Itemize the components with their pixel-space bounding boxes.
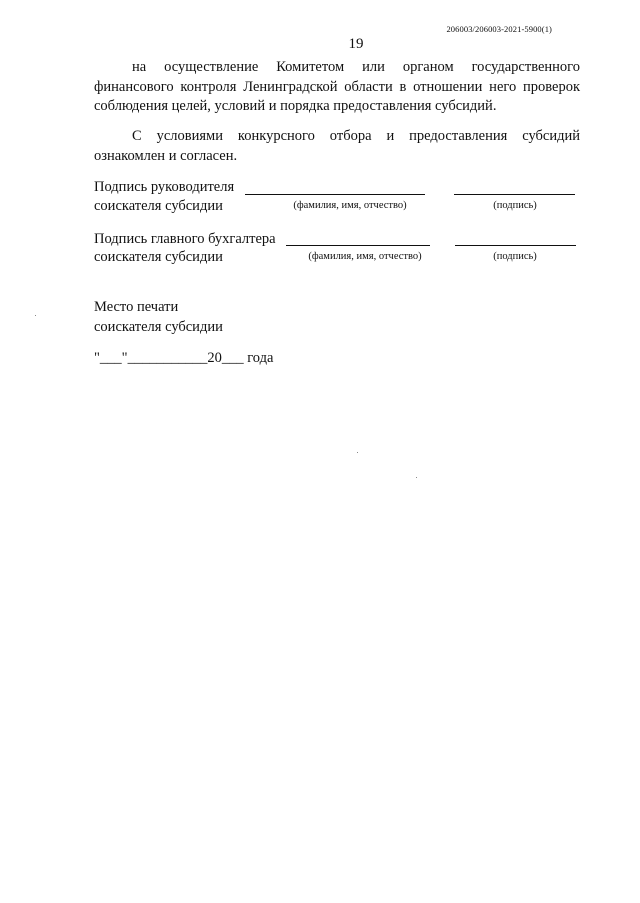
- stamp-place: [94, 298, 223, 337]
- head-name-hint: (фамилия, имя, отчество): [293, 200, 407, 211]
- stamp-label-1: Место печати: [94, 299, 179, 315]
- head-sign-hint: (подпись): [493, 200, 537, 211]
- paragraph-agreement: С условиями конкурсного отбора и предоставления субсидий ознакомлен и согласен.: [94, 128, 580, 164]
- accountant-signature-line[interactable]: [455, 245, 576, 246]
- stamp-label-2: соискателя субсидии: [94, 318, 223, 335]
- page-number: 19: [348, 36, 364, 52]
- accountant-signature-label-1: Подпись главного бухгалтера: [94, 231, 276, 247]
- accountant-sign-hint: (подпись): [493, 251, 537, 262]
- head-signature-line[interactable]: [454, 194, 575, 195]
- accountant-name-line[interactable]: [286, 245, 430, 246]
- scan-speck: [416, 477, 417, 478]
- accountant-signature-label-2: соискателя субсидии: [94, 249, 223, 265]
- scan-speck: [35, 315, 36, 316]
- head-signature-label-2: соискателя субсидии: [94, 198, 223, 214]
- document-id: 206003/206003-2021-5900(1): [446, 24, 552, 34]
- accountant-name-hint: (фамилия, имя, отчество): [308, 251, 422, 262]
- head-signature-label-1: Подпись руководителя: [94, 179, 235, 195]
- paragraph-consent-inspection: на осуществление Комитетом или органом государственного финансового контроля Ленинградской области в отношении него проверок соблюдения целей, условий и порядка предоставления субсидий.: [94, 59, 580, 114]
- date-line: "___"___________20___ года: [94, 350, 274, 366]
- scan-speck: [357, 452, 358, 453]
- head-name-line[interactable]: [245, 194, 425, 195]
